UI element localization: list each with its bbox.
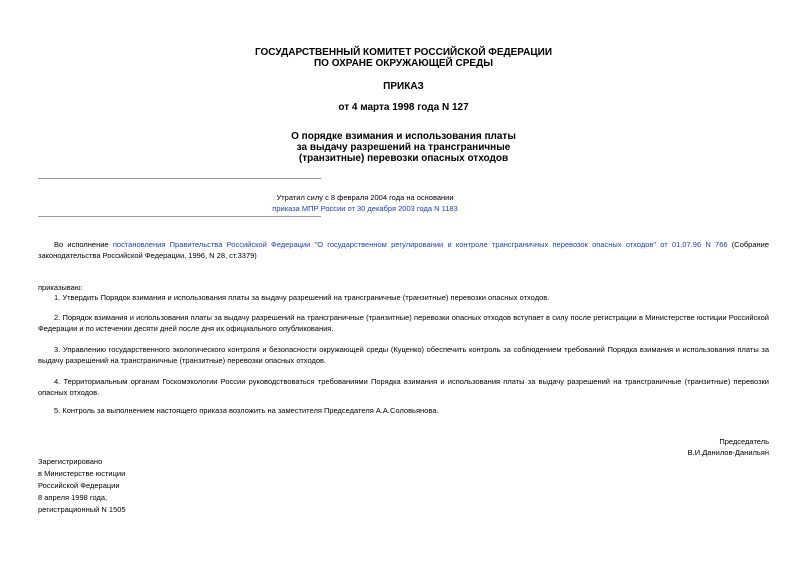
doc-title-line3: (транзитные) перевозки опасных отходов: [298, 153, 509, 164]
preamble-text-start: Во исполнение: [54, 240, 113, 249]
registration-line4: 8 апреля 1998 года,: [38, 493, 108, 502]
doc-title-line1: О порядке взимания и использования платы: [291, 131, 516, 142]
order-item-1: 1. Утвердить Порядок взимания и использования платы за выдачу разрешений на трансграничные (транзитные) перевозки опасных отходов.: [54, 293, 550, 302]
org-name-line2: ПО ОХРАНЕ ОКРУЖАЮЩЕЙ СРЕДЫ: [313, 58, 493, 69]
order-item-4: 4. Территориальным органам Госкомэкологии России руководствоваться требованиями Порядка взимания и использования платы за выдачу разрешений на трансграничные (транзитные) перевозки опасных отходов.: [38, 377, 769, 397]
signature-position: Председатель: [719, 437, 769, 446]
status-note-link[interactable]: приказа МПР России от 30 декабря 2003 года N 1183: [272, 204, 458, 213]
org-name-line1: ГОСУДАРСТВЕННЫЙ КОМИТЕТ РОССИЙСКОЙ ФЕДЕРАЦИИ: [254, 47, 553, 58]
status-note-text: Утратил силу с 8 февраля 2004 года на основании: [276, 193, 454, 202]
registration-line5: регистрационный N 1505: [38, 505, 126, 514]
registration-block: [38, 456, 238, 516]
order-item-5: 5. Контроль за выполнением настоящего приказа возложить на заместителя Председателя А.А.Соловьянова.: [54, 406, 439, 415]
doc-type: ПРИКАЗ: [383, 81, 424, 92]
preamble-decree-link[interactable]: постановления Правительства Российской Федерации "О государственном регулировании и контроле трансграничных перевозок опасных отходов" от 01.07.96 N 766: [112, 240, 728, 249]
doc-date-number: от 4 марта 1998 года N 127: [338, 102, 469, 113]
doc-title-line2: за выдачу разрешений на трансграничные: [296, 142, 511, 153]
order-item-3: 3. Управлению государственного экологического контроля и безопасности окружающей среды (Куценко) обеспечить контроль за соблюдением требований Порядка взимания и использования платы за выдачу разрешений на трансграничные (транзитные) перевозки опасных отходов.: [38, 345, 769, 365]
registration-line1: Зарегистрировано: [38, 457, 103, 466]
registration-line2: в Министерстве юстиции: [38, 469, 126, 478]
divider-top: [38, 178, 321, 179]
order-word: приказываю:: [38, 283, 83, 292]
preamble-text-end: (Собрание законодательства Российской Федерации, 1996, N 28, ст.3379): [38, 240, 770, 260]
preamble: [38, 239, 769, 261]
order-item-2: 2. Порядок взимания и использования платы за выдачу разрешений на трансграничные (транзитные) перевозки опасных отходов вступает в силу после регистрации в Министерстве юстиции Российской Федерации и по истечении десяти дней после дня их официального опубликования.: [38, 313, 769, 333]
signature-name: В.И.Данилов-Данильян: [687, 448, 769, 457]
divider-bottom: [38, 216, 321, 217]
registration-line3: Российской Федерации: [38, 481, 120, 490]
